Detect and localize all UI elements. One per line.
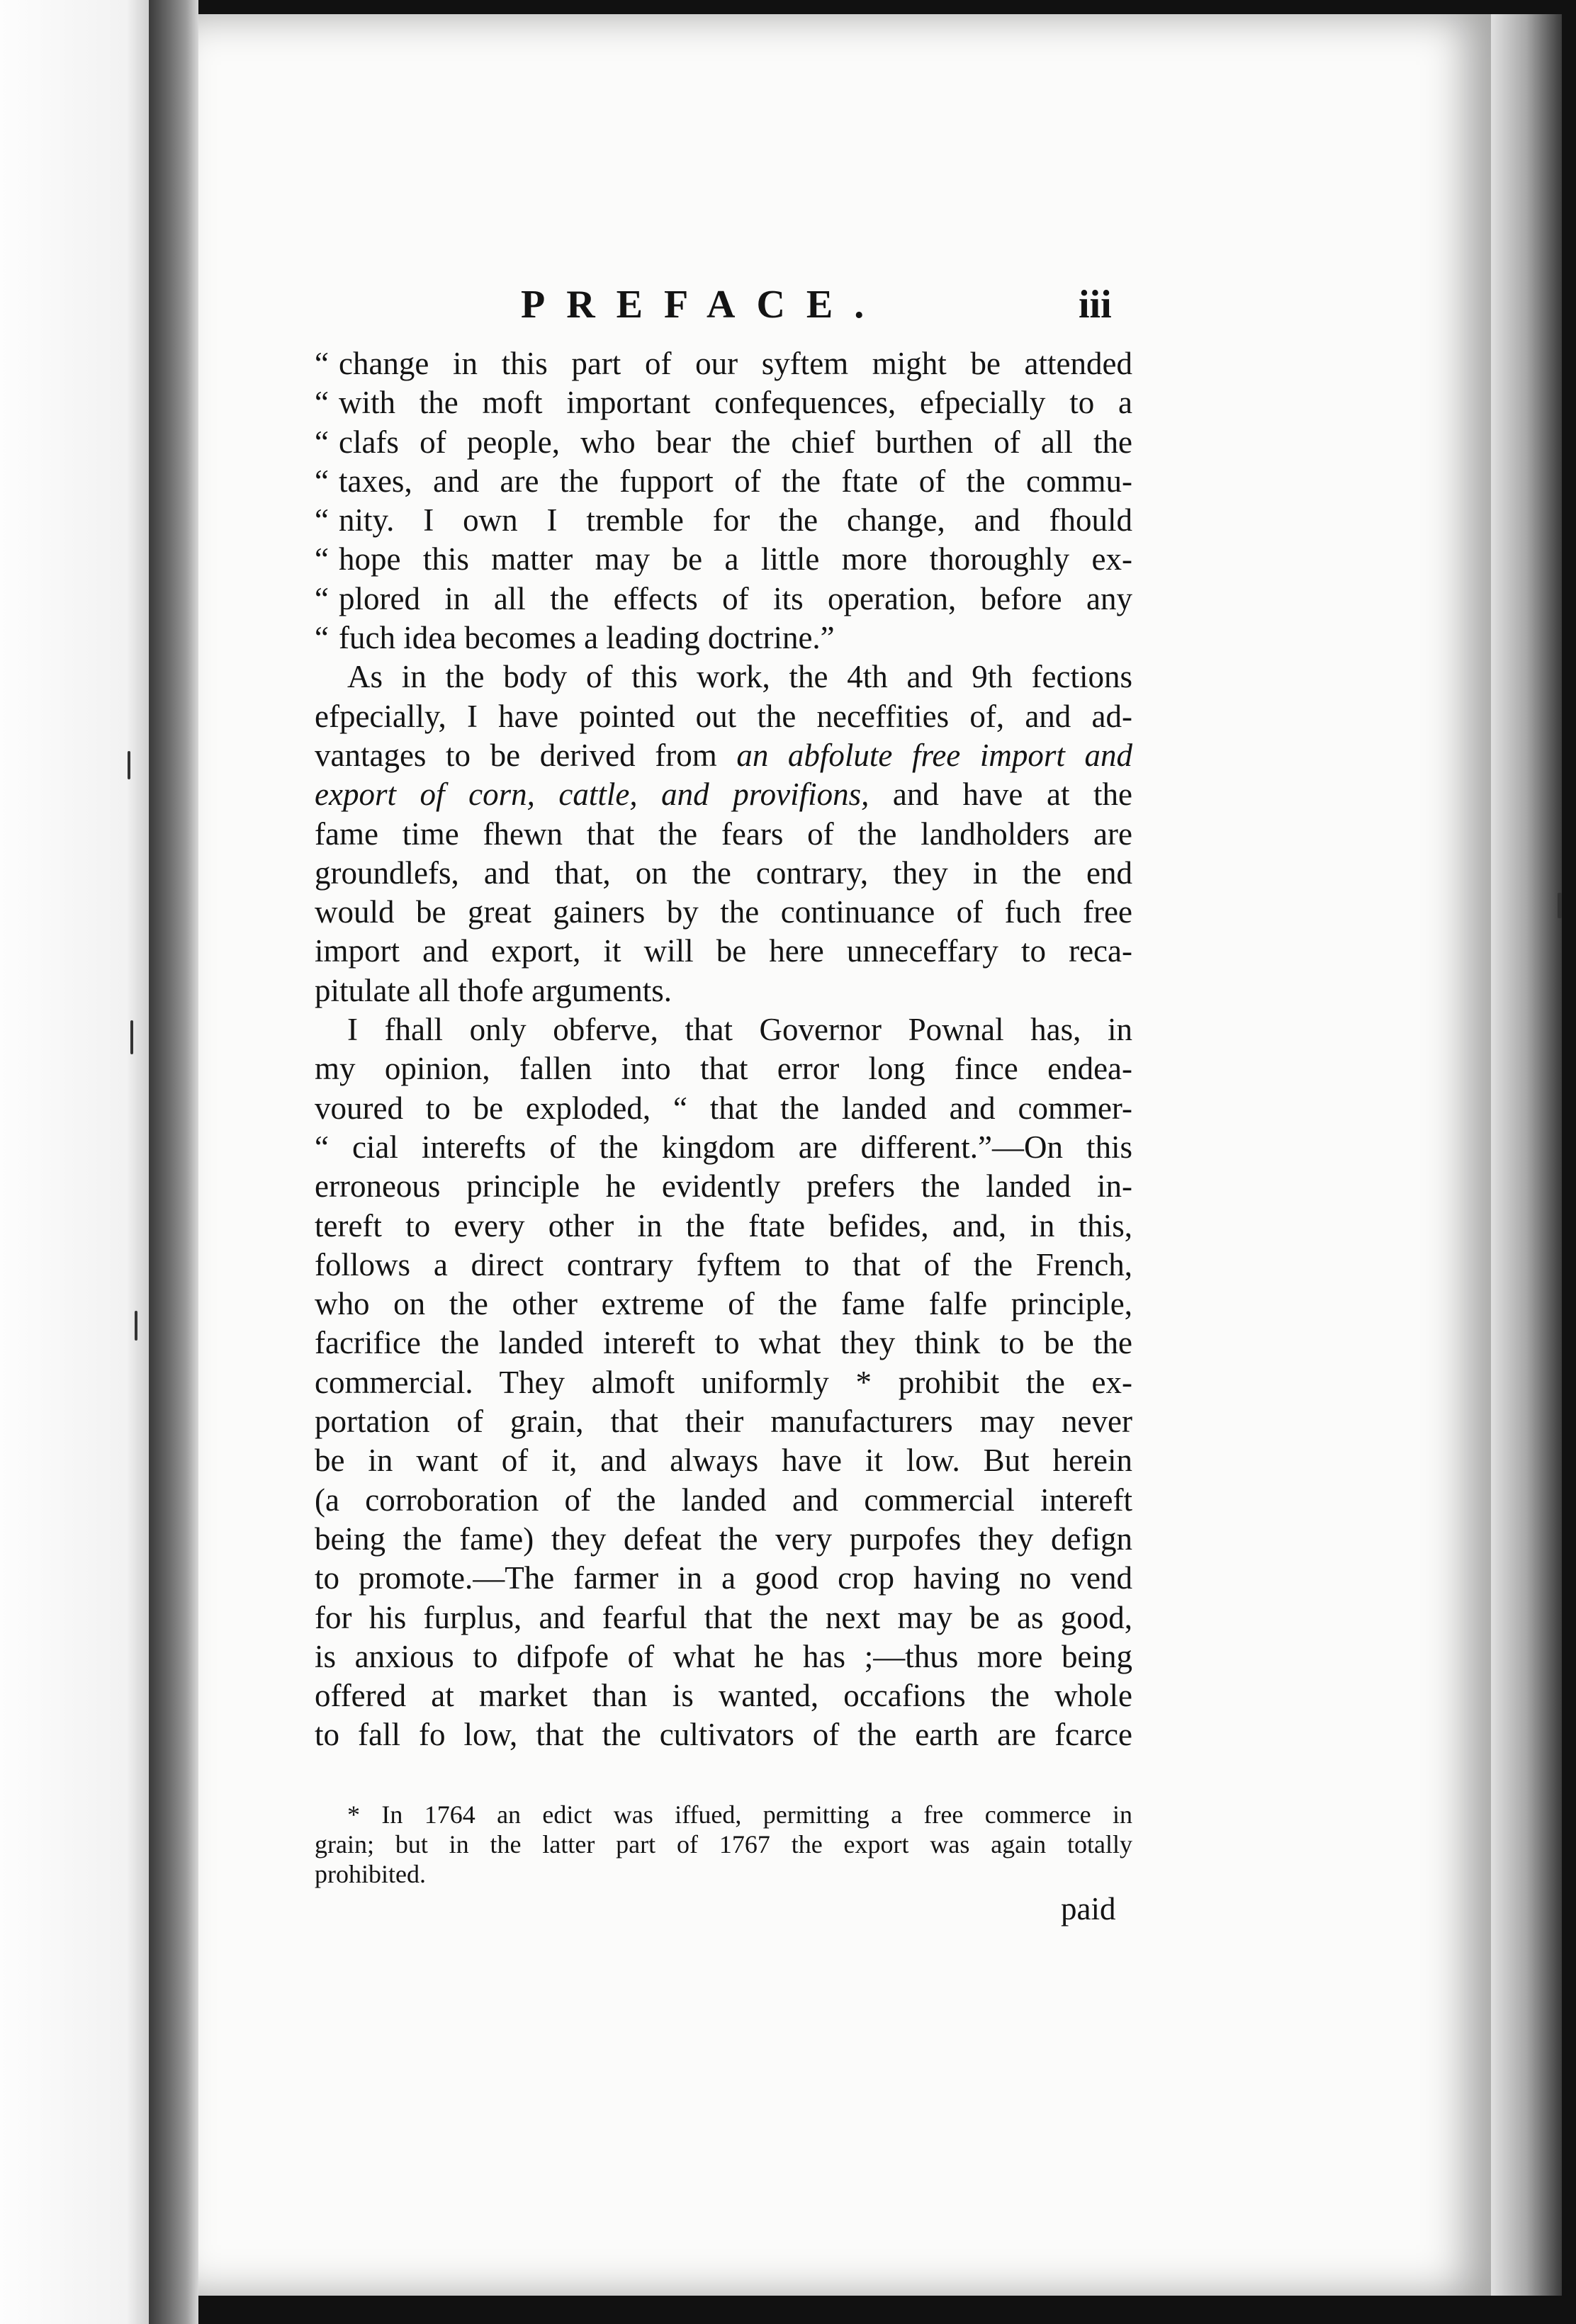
text-line: for his furplus, and fearful that the next may be as good, [315,1599,1132,1635]
text-line: to fall fo low, that the cultivators of the earth are fcarce [315,1717,1132,1753]
footnote-line: * In 1764 an edict was iffued, permitting a free commerce in [347,1800,1132,1829]
quote-mark: “ [315,346,329,381]
text-line: commercial. They almoft uniformly * prohibit the ex- [315,1364,1132,1400]
text-line [315,580,1132,619]
text-line: fame time fhewn that the fears of the landholders are [315,816,1132,852]
line-text: with the moft important confequences, efpecially to a [338,385,1132,421]
text-line [315,619,1132,658]
body-text [315,344,1132,1755]
quote-mark: “ [315,502,329,538]
text-line: be in want of it, and always have it low. But herein [315,1443,1132,1479]
quote-mark: “ [315,541,329,577]
footnote [315,1800,1132,1889]
text-line: erroneous principle he evidently prefers the landed in- [315,1168,1132,1205]
facing-page-edge [0,0,149,2324]
italic-text: an abfolute free import and [736,737,1132,773]
line-text: clafs of people, who bear the chief burthen of all the [338,424,1132,460]
text-line [315,423,1132,462]
text-line: efpecially, I have pointed out the neceffities of, and ad- [315,698,1132,734]
line-text: taxes, and are the fupport of the ftate of the commu- [338,463,1132,499]
line-text: hope this matter may be a little more thoroughly ex- [338,541,1132,577]
line-text: nity. I own I tremble for the change, and fhould [338,502,1132,538]
text-line [315,736,1132,775]
text-line [315,344,1132,383]
text-line: to promote.—The farmer in a good crop having no vend [315,1560,1132,1596]
line-text: fuch idea becomes a leading doctrine.” [338,620,835,656]
margin-mark [128,751,130,779]
text-line: is anxious to difpofe of what he has ;—thus more being [315,1638,1132,1674]
line-text: plored in all the effects of its operation, before any [338,580,1132,616]
text-line [315,383,1132,422]
text-line: offered at market than is wanted, occafions the whole [315,1678,1132,1714]
quote-mark: “ [315,580,329,616]
text-line: tereft to every other in the ftate befides, and, in this, [315,1207,1132,1243]
text-line: import and export, it will be here unneceffary to reca- [315,933,1132,969]
catchword: paid [1061,1891,1116,1927]
text-line: would be great gainers by the continuance of fuch free [315,894,1132,930]
margin-mark [1558,893,1562,918]
text-line: (a corroboration of the landed and commercial intereft [315,1482,1132,1518]
page-number: iii [1079,283,1112,327]
text-line [315,775,1132,814]
line-text: vantages to be derived from [315,737,737,773]
book-gutter [149,0,198,2324]
footnote-line: grain; but in the latter part of 1767 the export was again totally [315,1830,1132,1858]
margin-mark [130,1020,133,1054]
quote-mark: “ [315,463,329,499]
text-line: I fhall only obferve, that Governor Pownal has, in [347,1012,1132,1048]
text-line: follows a direct contrary fyftem to that of the French, [315,1246,1132,1282]
text-line: voured to be exploded, “ that the landed and commer- [315,1090,1132,1126]
text-line: being the fame) they defeat the very purpofes they defign [315,1521,1132,1557]
footnote-line: prohibited. [315,1860,426,1888]
quote-mark: “ [315,620,329,656]
quote-mark: “ [315,385,329,421]
text-line: groundlefs, and that, on the contrary, they in the end [315,854,1132,891]
text-line: As in the body of this work, the 4th and 9th fections [347,659,1132,695]
text-line: portation of grain, that their manufacturers may never [315,1404,1132,1440]
text-line [315,540,1132,579]
text-line: “ cial interefts of the kingdom are different.”—On this [315,1129,1132,1165]
text-line: who on the other extreme of the fame falfe principle, [315,1286,1132,1322]
text-line: my opinion, fallen into that error long fince endea- [315,1051,1132,1087]
line-text: and have at the [869,777,1132,813]
italic-text: export of corn, cattle, and provifions, [315,777,869,813]
line-text: change in this part of our syftem might be attended [338,346,1132,381]
quote-mark: “ [315,424,329,460]
text-line [315,501,1132,540]
text-line [315,462,1132,501]
text-line: facrifice the landed intereft to what they think to be the [315,1325,1132,1361]
margin-mark [135,1311,137,1341]
running-head: PREFACE. [521,283,886,327]
text-line: pitulate all thofe arguments. [315,972,672,1008]
page-edge-shadow [1491,14,1562,2296]
